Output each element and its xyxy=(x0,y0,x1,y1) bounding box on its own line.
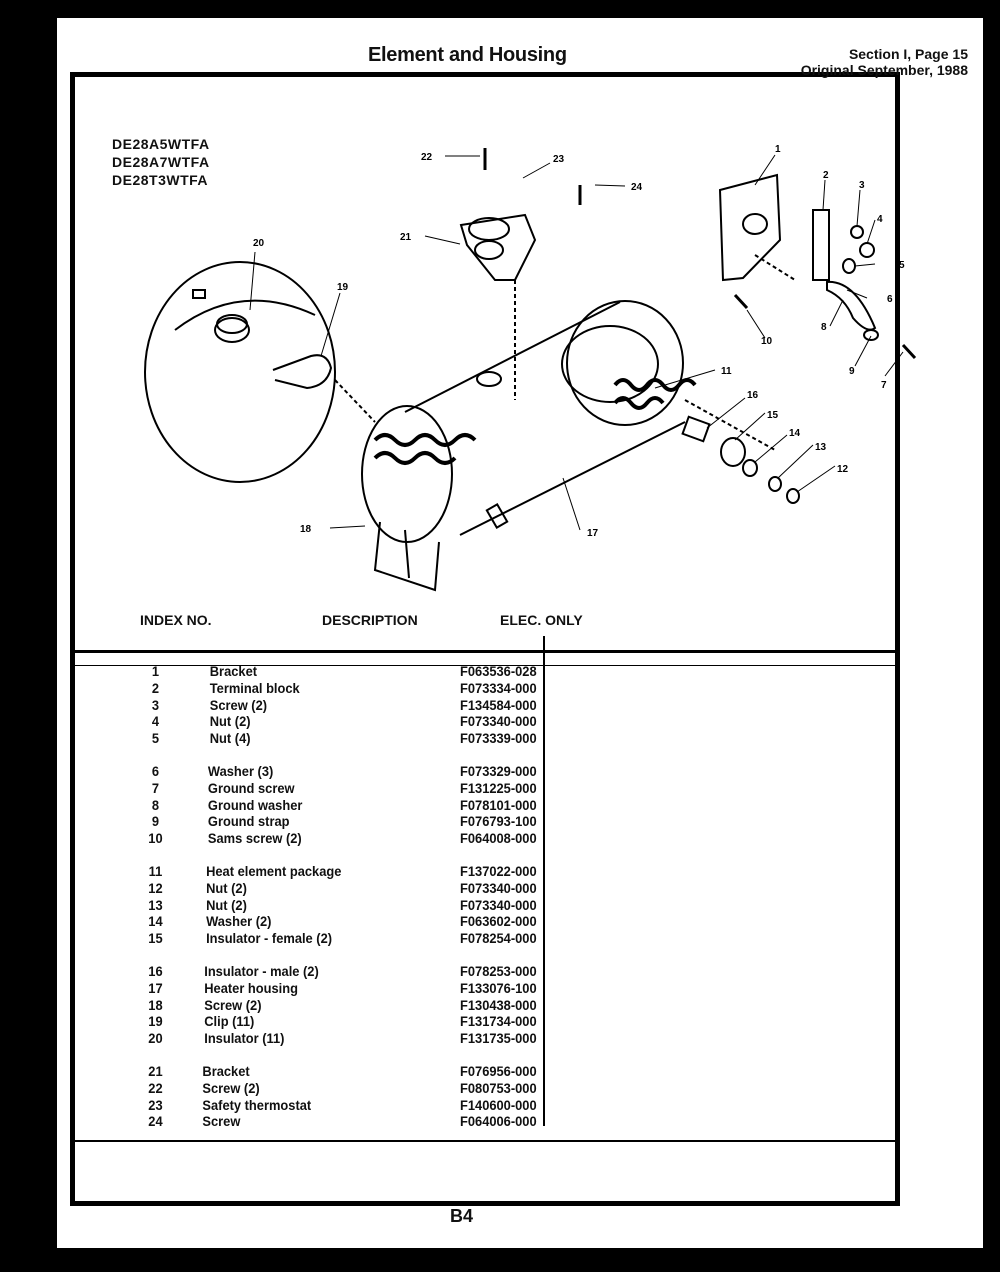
terminal-block xyxy=(813,210,829,280)
model-number: DE28T3WTFA xyxy=(112,172,209,188)
callout-label: 4 xyxy=(877,214,883,225)
part-number-cell: F064008-000 xyxy=(460,830,537,847)
index-cell: 20 xyxy=(148,1030,163,1047)
nut-part xyxy=(769,477,781,491)
description-cell: Safety thermostat xyxy=(202,1096,312,1113)
table-bottom-rule xyxy=(75,1140,895,1142)
exploded-diagram xyxy=(75,130,905,610)
callout-label: 19 xyxy=(337,282,349,293)
description-cell: Ground strap xyxy=(207,813,290,830)
index-cell: 22 xyxy=(148,1079,163,1096)
index-cell: 1 xyxy=(151,663,160,679)
index-cell: 5 xyxy=(151,730,160,747)
index-cell: 11 xyxy=(148,863,163,879)
index-cell: 4 xyxy=(151,713,160,730)
callout-label: 11 xyxy=(721,366,732,377)
description-cell: Screw (2) xyxy=(204,996,262,1013)
description-cell: Nut (2) xyxy=(209,713,251,730)
callout-label: 22 xyxy=(421,152,433,163)
callout-label: 12 xyxy=(837,464,849,475)
part-number-cell: F073329-000 xyxy=(460,763,537,779)
callout-label: 3 xyxy=(859,180,865,191)
index-cell: 16 xyxy=(148,963,163,979)
description-cell: Clip (11) xyxy=(204,1013,255,1030)
index-cell: 13 xyxy=(148,896,163,913)
callout-label: 6 xyxy=(887,294,893,305)
page-number: B4 xyxy=(444,1206,479,1227)
part-number-cell: F131735-000 xyxy=(460,1030,537,1047)
index-cell: 24 xyxy=(148,1113,163,1130)
description-cell: Nut (2) xyxy=(206,896,247,913)
description-cell: Terminal block xyxy=(209,679,300,696)
callout-label: 8 xyxy=(821,322,827,333)
part-number-cell: F131225-000 xyxy=(460,779,537,796)
part-number-cell: F073340-000 xyxy=(460,896,537,913)
callout-label: 20 xyxy=(253,238,265,249)
ground-strap xyxy=(827,282,875,330)
callout-label: 14 xyxy=(789,428,801,439)
housing-top-edge xyxy=(405,302,620,412)
callout-label: 2 xyxy=(823,170,829,181)
callout-label: 21 xyxy=(400,232,412,243)
description-cell: Washer (3) xyxy=(207,763,274,779)
index-cell: 18 xyxy=(148,996,163,1013)
part-number-cell: F133076-100 xyxy=(460,979,537,996)
part-number-cell: F134584-000 xyxy=(460,696,537,713)
part-number-cell: F063536-028 xyxy=(460,663,537,679)
index-cell: 17 xyxy=(148,979,163,996)
description-cell: Insulator - male (2) xyxy=(204,963,319,979)
part-number-cell: F131734-000 xyxy=(460,1013,537,1030)
part-number-cell: F137022-000 xyxy=(460,863,537,879)
insulator-male xyxy=(721,438,745,466)
index-cell: 9 xyxy=(151,813,160,830)
thermostat-bracket xyxy=(461,215,535,280)
callout-label: 13 xyxy=(815,442,827,453)
description-cell: Nut (4) xyxy=(209,730,251,747)
index-cell: 2 xyxy=(151,679,160,696)
page-title: Element and Housing xyxy=(368,44,567,66)
description-header: DESCRIPTION xyxy=(322,612,418,628)
part-number-cell: F073340-000 xyxy=(460,713,537,730)
header-rule xyxy=(75,650,895,653)
description-cell: Ground washer xyxy=(207,796,303,813)
index-cell: 12 xyxy=(148,879,163,896)
ground-washer xyxy=(864,330,878,340)
detail-curve xyxy=(175,301,315,330)
index-cell: 15 xyxy=(148,930,163,947)
description-cell: Insulator (11) xyxy=(204,1030,285,1047)
description-cell: Bracket xyxy=(209,663,258,679)
callout-label: 23 xyxy=(553,154,565,165)
index-cell: 10 xyxy=(148,830,163,847)
description-cell: Screw xyxy=(202,1113,241,1130)
description-cell: Insulator - female (2) xyxy=(206,930,333,947)
index-header: INDEX NO. xyxy=(140,612,212,628)
part-number-cell: F073339-000 xyxy=(460,730,537,747)
heat-element-coil xyxy=(375,435,475,445)
description-cell: Screw (2) xyxy=(202,1079,260,1096)
part-number-cell: F078253-000 xyxy=(460,963,537,979)
description-cell: Ground screw xyxy=(207,779,295,796)
index-cell: 7 xyxy=(151,779,160,796)
callout-label: 7 xyxy=(881,380,887,391)
clip-part xyxy=(273,355,331,388)
callout-label: 1 xyxy=(775,144,781,155)
index-cell: 21 xyxy=(148,1063,163,1079)
callout-label: 15 xyxy=(767,410,779,421)
washer-part xyxy=(743,460,757,476)
description-cell: Nut (2) xyxy=(206,879,247,896)
part-number-cell: F076956-000 xyxy=(460,1063,537,1079)
index-cell: 6 xyxy=(151,763,160,779)
index-cell: 23 xyxy=(148,1096,163,1113)
original-date: Original September, 1988 xyxy=(800,62,968,78)
part-number-cell: F076793-100 xyxy=(460,813,537,830)
part-number-cell: F140600-000 xyxy=(460,1096,537,1113)
description-cell: Washer (2) xyxy=(206,913,272,930)
index-cell: 14 xyxy=(148,913,163,930)
part-number-cell: F073334-000 xyxy=(460,679,537,696)
section-info xyxy=(801,46,968,78)
callout-label: 17 xyxy=(587,528,599,539)
bracket-part xyxy=(720,175,780,280)
insulator-female xyxy=(683,417,710,441)
callout-label: 10 xyxy=(761,336,773,347)
description-cell: Heat element package xyxy=(206,863,342,879)
model-number: DE28A7WTFA xyxy=(112,154,210,170)
detail-circle xyxy=(145,262,335,482)
part-number-cell: F078254-000 xyxy=(460,930,537,947)
callout-label: 24 xyxy=(631,182,643,193)
callout-label: 9 xyxy=(849,366,855,377)
part-number-cell: F080753-000 xyxy=(460,1079,537,1096)
model-number: DE28A5WTFA xyxy=(112,136,210,152)
housing-far-end xyxy=(567,301,683,425)
callout-label: 16 xyxy=(747,390,759,401)
housing-bottom-edge xyxy=(460,422,685,535)
index-cell: 8 xyxy=(151,796,160,813)
callout-label: 18 xyxy=(300,524,312,535)
section-page: Section I, Page 15 xyxy=(848,46,968,62)
index-cell: 3 xyxy=(151,696,160,713)
housing-end xyxy=(362,406,452,542)
part-number-cell: F130438-000 xyxy=(460,996,537,1013)
part-number-cell: F073340-000 xyxy=(460,879,537,896)
index-cell: 19 xyxy=(148,1013,163,1030)
part-number-cell: F078101-000 xyxy=(460,796,537,813)
elec-only-header: ELEC. ONLY xyxy=(500,612,583,628)
column-divider xyxy=(543,636,545,1126)
description-cell: Sams screw (2) xyxy=(207,830,302,847)
callout-label: 5 xyxy=(899,260,905,271)
part-number-cell: F064006-000 xyxy=(460,1113,537,1130)
description-cell: Screw (2) xyxy=(209,696,268,713)
description-cell: Heater housing xyxy=(204,979,298,996)
part-number-cell: F063602-000 xyxy=(460,913,537,930)
description-cell: Bracket xyxy=(202,1063,250,1079)
